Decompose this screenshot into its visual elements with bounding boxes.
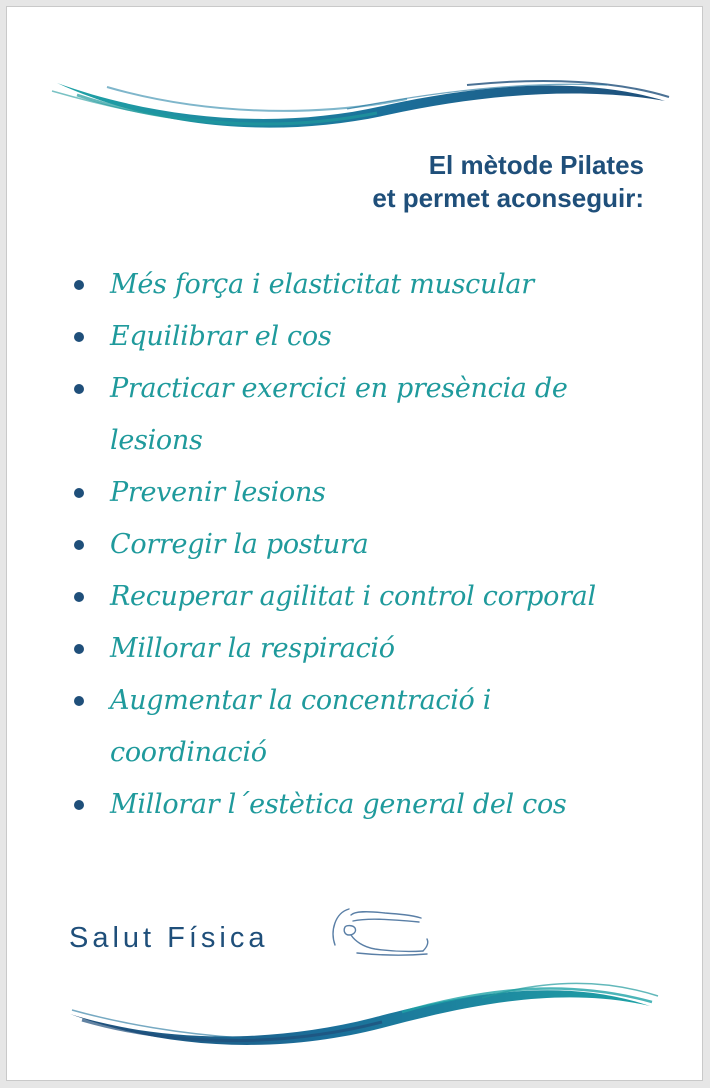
brand-name: Salut Física (69, 922, 269, 954)
bullet-icon (74, 696, 84, 706)
benefit-item (71, 571, 651, 623)
benefit-text: Augmentar la concentració i coordinació (110, 685, 492, 768)
benefit-item (71, 311, 651, 363)
benefit-text: Prevenir lesions (110, 477, 326, 508)
bullet-icon (74, 280, 84, 290)
flyer-page (6, 6, 703, 1081)
top-brush-stroke-icon (47, 67, 677, 137)
headline-line-1: El mètode Pilates (428, 150, 644, 180)
bullet-icon (74, 540, 84, 550)
bottom-brush-stroke-icon (62, 962, 662, 1057)
benefit-text: Recuperar agilitat i control corporal (110, 581, 596, 612)
benefit-item (71, 363, 651, 467)
benefits-list (71, 259, 651, 831)
benefit-item (71, 779, 651, 831)
benefit-text: Equilibrar el cos (110, 321, 332, 352)
benefit-item (71, 467, 651, 519)
bullet-icon (74, 384, 84, 394)
benefit-text: Practicar exercici en presència de lesions (110, 373, 568, 456)
bullet-icon (74, 592, 84, 602)
benefit-item (71, 675, 651, 779)
benefit-text: Corregir la postura (110, 529, 369, 560)
bullet-icon (74, 644, 84, 654)
bullet-icon (74, 488, 84, 498)
bullet-icon (74, 800, 84, 810)
benefit-item (71, 519, 651, 571)
benefit-item (71, 259, 651, 311)
benefit-text: Més força i elasticitat muscular (110, 269, 534, 300)
bullet-icon (74, 332, 84, 342)
reclining-figure-icon (327, 903, 433, 959)
benefit-text: Millorar l´estètica general del cos (110, 789, 567, 820)
benefit-text: Millorar la respiració (110, 633, 395, 664)
headline-line-2: et permet aconseguir: (372, 183, 644, 213)
benefit-item (71, 623, 651, 675)
headline (372, 149, 644, 215)
